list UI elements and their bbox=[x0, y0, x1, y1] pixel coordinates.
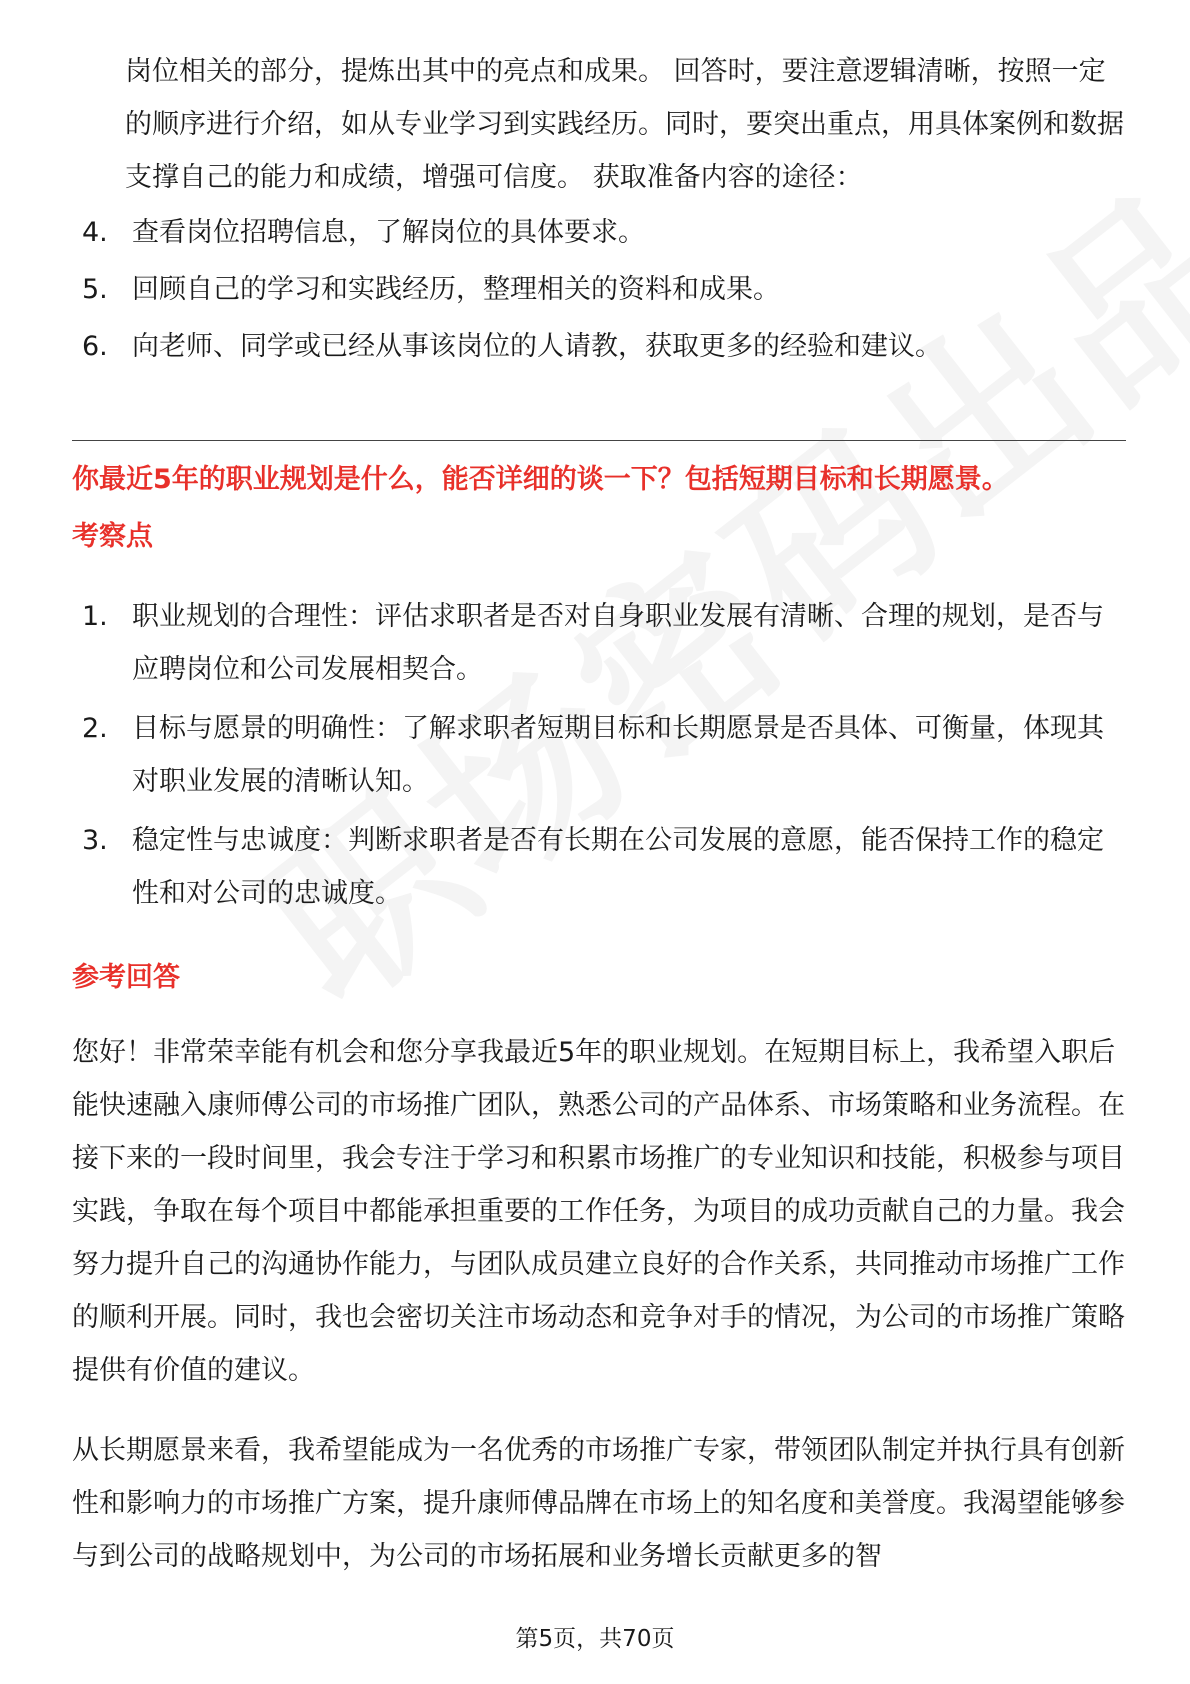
list-item bbox=[82, 206, 1122, 259]
list-number: 4. bbox=[82, 217, 108, 248]
answer-paragraph: 从长期愿景来看，我希望能成为一名优秀的市场推广专家，带领团队制定并执行具有创新性和影响力的市场推广方案，提升康师傅品牌在市场上的知名度和美誉度。我渴望能够参与到公司的战略规划中，为公司的市场拓展和业务增长贡献更多的智 bbox=[72, 1435, 1125, 1572]
list-number: 2. bbox=[82, 713, 108, 744]
list-item bbox=[82, 590, 1122, 696]
answer-heading: 参考回答 bbox=[72, 962, 180, 993]
points-heading: 考察点 bbox=[72, 521, 153, 552]
page-footer: 第5页，共70页 bbox=[515, 1626, 675, 1652]
list-item bbox=[82, 263, 1122, 316]
list-text: 回顾自己的学习和实践经历，整理相关的资料和成果。 bbox=[132, 274, 780, 305]
section-divider bbox=[72, 440, 1126, 441]
list-number: 5. bbox=[82, 274, 108, 305]
prep-list bbox=[82, 206, 1122, 377]
question-title: 你最近5年的职业规划是什么，能否详细的谈一下？包括短期目标和长期愿景。 bbox=[72, 464, 1009, 495]
list-text: 稳定性与忠诚度：判断求职者是否有长期在公司发展的意愿，能否保持工作的稳定性和对公司的忠诚度。 bbox=[132, 825, 1104, 909]
list-text: 目标与愿景的明确性：了解求职者短期目标和长期愿景是否具体、可衡量，体现其对职业发展的清晰认知。 bbox=[132, 713, 1104, 797]
list-item bbox=[82, 320, 1122, 373]
list-text: 职业规划的合理性：评估求职者是否对自身职业发展有清晰、合理的规划，是否与应聘岗位和公司发展相契合。 bbox=[132, 601, 1104, 685]
list-number: 3. bbox=[82, 825, 108, 856]
points-list bbox=[82, 590, 1122, 926]
list-item bbox=[82, 814, 1122, 920]
list-number: 6. bbox=[82, 331, 108, 362]
list-text: 查看岗位招聘信息，了解岗位的具体要求。 bbox=[132, 217, 645, 248]
list-number: 1. bbox=[82, 601, 108, 632]
intro-continuation: 岗位相关的部分，提炼出其中的亮点和成果。 回答时，要注意逻辑清晰，按照一定的顺序进行介绍，如从专业学习到实践经历。同时，要突出重点，用具体案例和数据支撑自己的能力和成绩，增强可信度。 获取准备内容的途径： bbox=[125, 56, 1124, 193]
list-item bbox=[82, 702, 1122, 808]
list-text: 向老师、同学或已经从事该岗位的人请教，获取更多的经验和建议。 bbox=[132, 331, 942, 362]
answer-paragraph: 您好！非常荣幸能有机会和您分享我最近5年的职业规划。在短期目标上，我希望入职后能快速融入康师傅公司的市场推广团队，熟悉公司的产品体系、市场策略和业务流程。在接下来的一段时间里，我会专注于学习和积累市场推广的专业知识和技能，积极参与项目实践，争取在每个项目中都能承担重要的工作任务，为项目的成功贡献自己的力量。我会努力提升自己的沟通协作能力，与团队成员建立良好的合作关系，共同推动市场推广工作的顺利开展。同时，我也会密切关注市场动态和竞争对手的情况，为公司的市场推广策略提供有价值的建议。 bbox=[72, 1037, 1125, 1386]
